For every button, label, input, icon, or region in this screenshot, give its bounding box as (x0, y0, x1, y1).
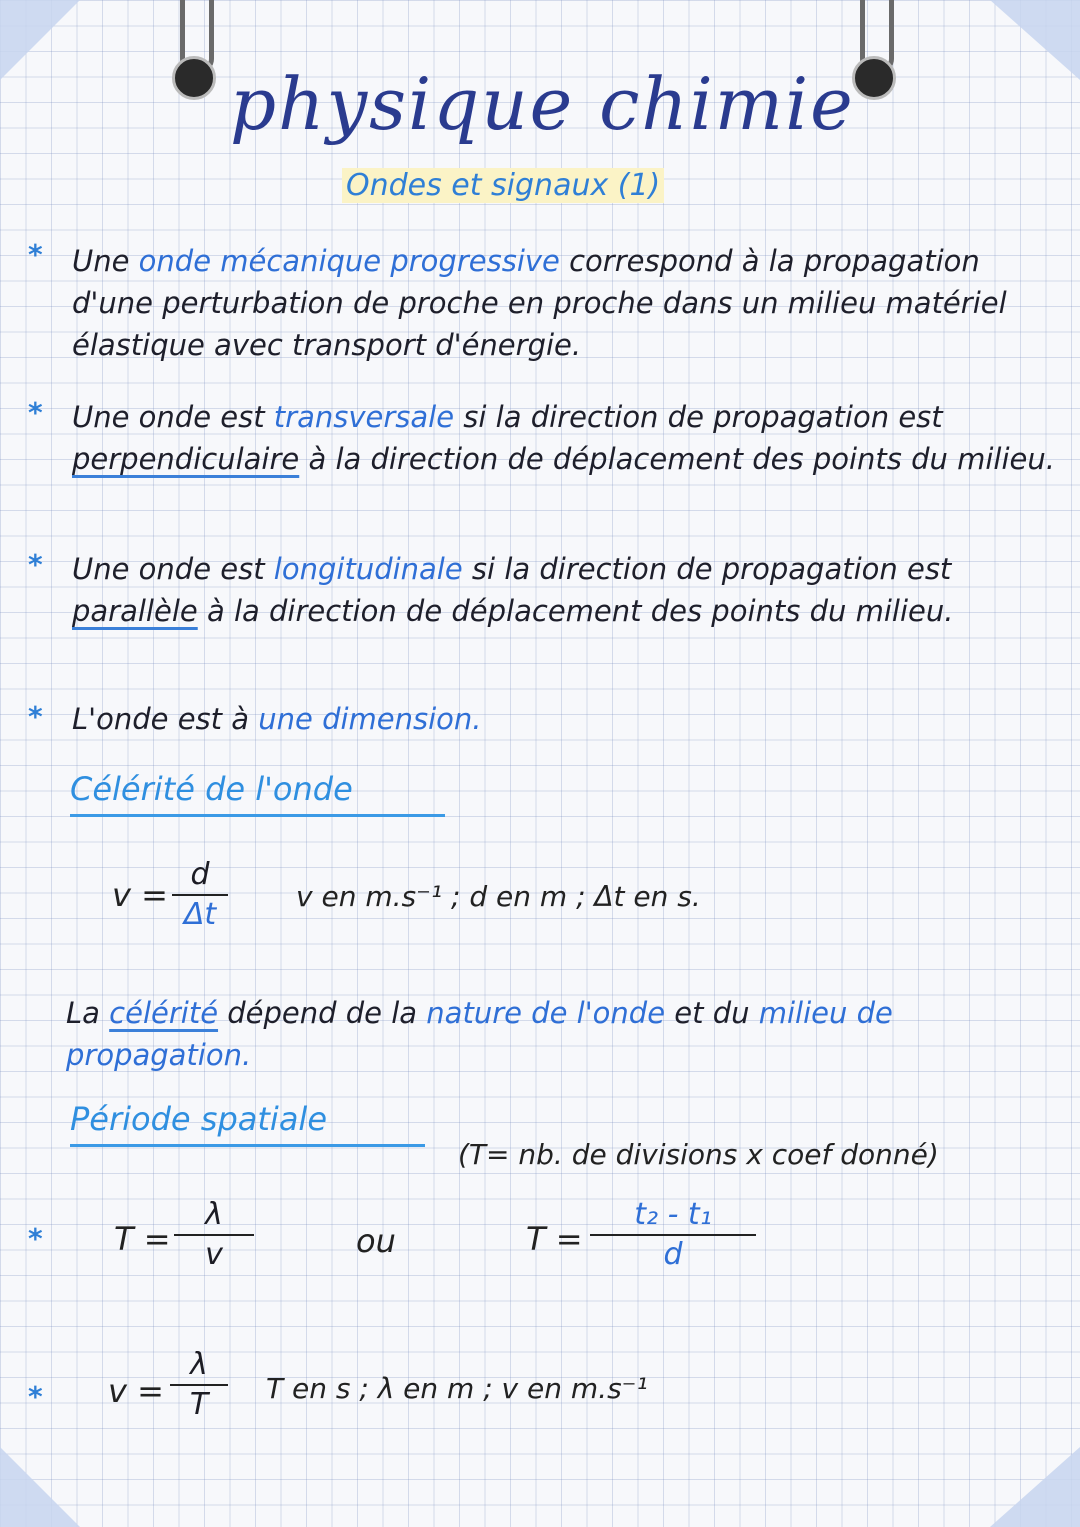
period-note: (T= nb. de divisions x coef donné) (458, 1138, 939, 1171)
period-formula1-numerator: λ (205, 1197, 223, 1232)
celerity-units: v en m.s⁻¹ ; d en m ; Δt en s. (296, 880, 701, 913)
celerity-numerator: d (190, 857, 210, 892)
paragraph-longitudinal: Une onde est longitudinale si la direction de propagation est parallèle à la direction de déplacement des points du milieu. (72, 552, 954, 628)
bullet-star-2: * (28, 396, 43, 429)
celerity-formula-lhs: v = (112, 876, 168, 914)
period-formula2-numerator: t₂ - t₁ (634, 1197, 712, 1232)
paragraph-celerity-depends: La célérité dépend de la nature de l'onde et du milieu de propagation. (66, 996, 893, 1072)
tape-corner-bottom-right (990, 1447, 1080, 1527)
bullet-star-3: * (28, 548, 43, 581)
page-subtitle: Ondes et signaux (1) (342, 168, 664, 203)
period-formula2-fraction (590, 1198, 756, 1272)
heading-spatial-period: Période spatiale (70, 1100, 425, 1147)
period-formula1-lhs: T = (114, 1220, 171, 1258)
page-title: physique chimie (230, 62, 855, 146)
tape-corner-top-left (0, 0, 80, 80)
tape-corner-top-right (990, 0, 1080, 80)
speed-fraction (170, 1348, 228, 1422)
bullet-star-5: * (28, 1222, 43, 1255)
period-formula1-denominator: v (205, 1237, 223, 1272)
bullet-star-4: * (28, 700, 43, 733)
binder-ring-left (172, 0, 216, 100)
period-formula2-lhs: T = (526, 1220, 583, 1258)
tape-corner-bottom-left (0, 1447, 80, 1527)
paragraph-one-dimension: L'onde est à une dimension. (72, 702, 482, 736)
speed-numerator: λ (190, 1347, 208, 1382)
paragraph-wave-definition: Une onde mécanique progressive correspond à la propagation d'une perturbation de proche en proche dans un milieu matériel élastique avec transport d'énergie. (72, 244, 1007, 362)
speed-formula-lhs: v = (108, 1372, 164, 1410)
period-formula2-denominator: d (663, 1237, 683, 1272)
paragraph-transverse: Une onde est transversale si la direction de propagation est perpendiculaire à la direction de déplacement des points du milieu. (72, 400, 1055, 476)
bullet-star-1: * (28, 238, 43, 271)
formula-or: ou (356, 1222, 396, 1260)
heading-celerity: Célérité de l'onde (70, 770, 445, 817)
celerity-fraction (172, 858, 228, 932)
speed-denominator: T (189, 1387, 209, 1422)
celerity-denominator: Δt (183, 897, 217, 932)
speed-units: T en s ; λ en m ; v en m.s⁻¹ (266, 1372, 648, 1405)
binder-ring-right (852, 0, 896, 100)
bullet-star-6: * (28, 1380, 43, 1413)
period-formula1-fraction (174, 1198, 254, 1272)
